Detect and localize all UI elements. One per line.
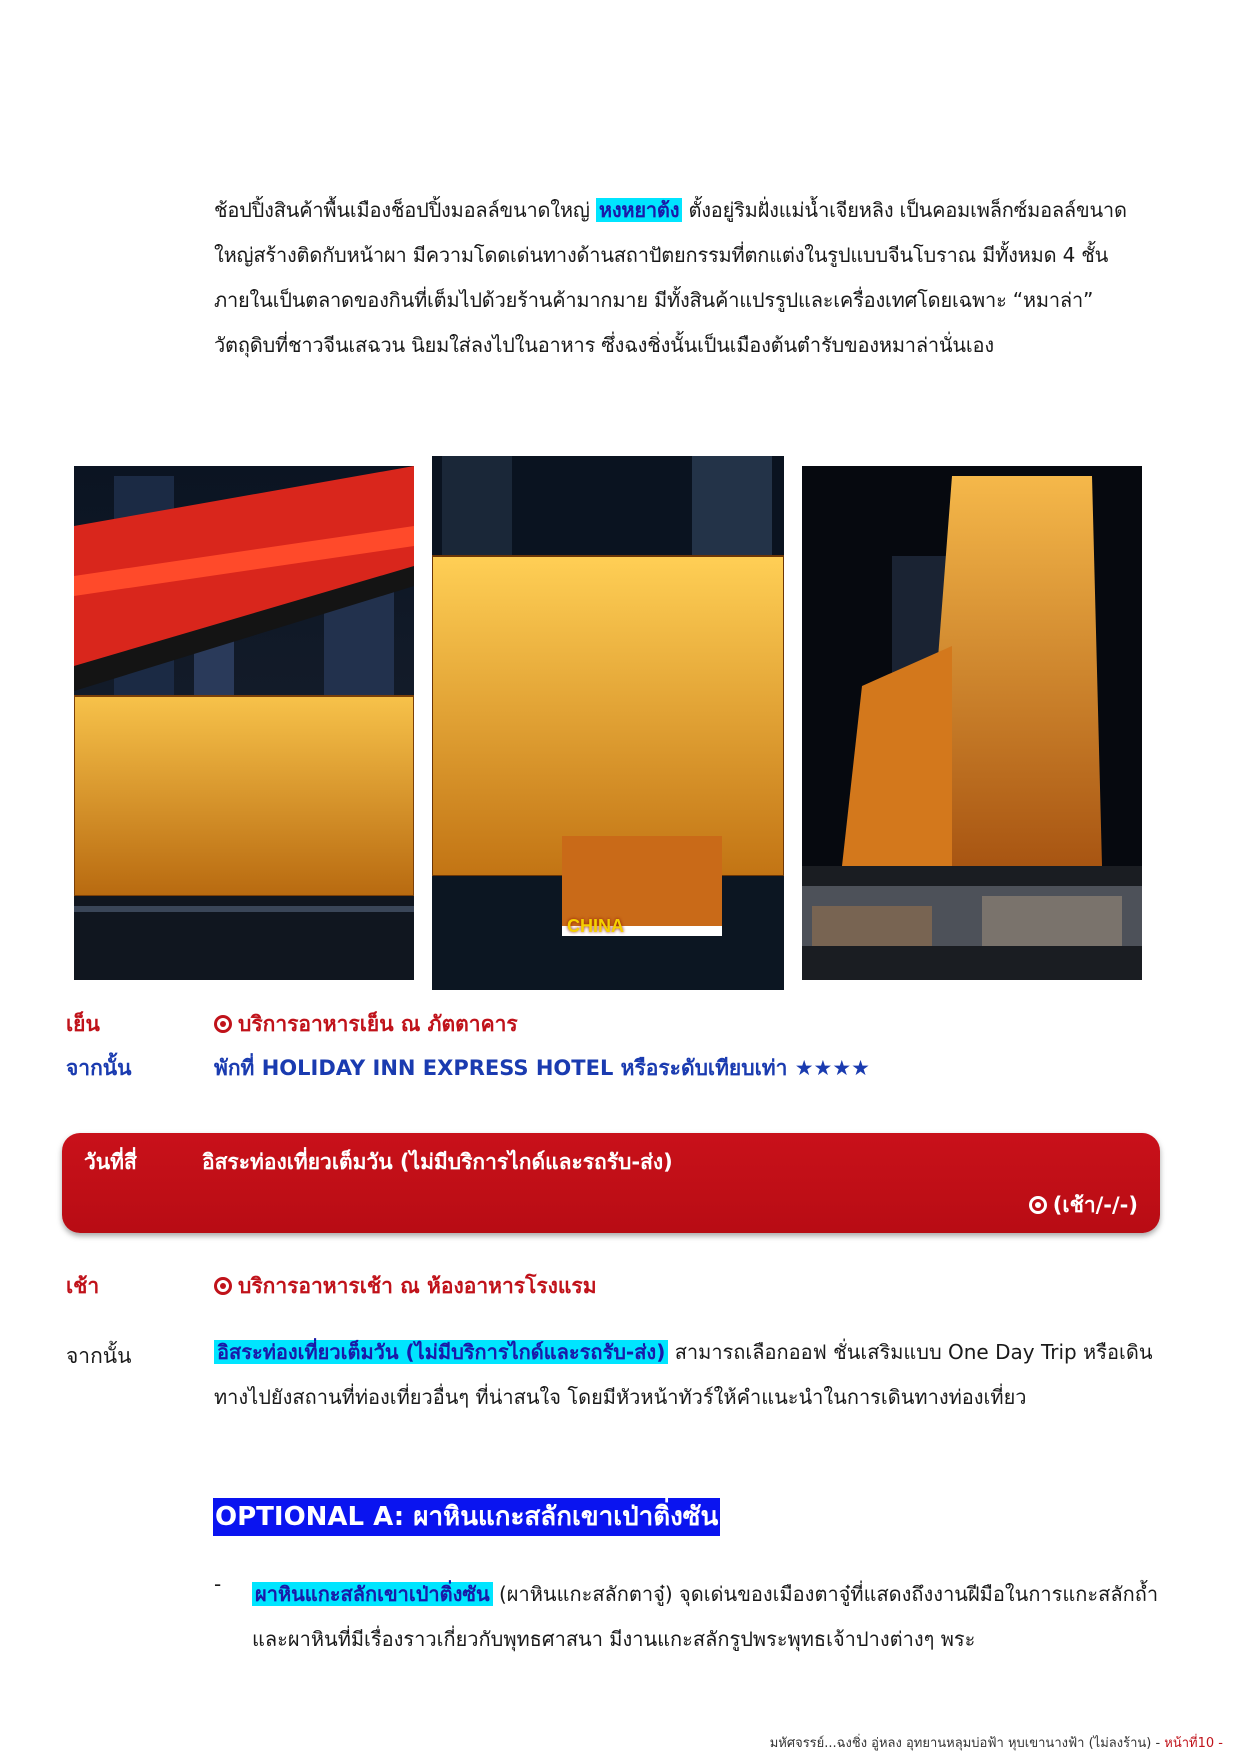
morning-meal-row	[214, 1270, 597, 1303]
photo-hongyadong-bridge	[74, 466, 414, 980]
evening-label: เย็น	[66, 1012, 100, 1036]
free-day-text: สามารถเลือกออฟ ชั่นเสริมแบบ One Day Trip หรือเดินทางไปยังสถานที่ท่องเที่ยวอื่นๆ ที่น่าสนใจ โดยมีหัวหน้าทัวร์ให้คำแนะนำในการเดินทางท่องเที่ยว	[214, 1340, 1153, 1409]
china-watermark: CHINA	[567, 916, 624, 936]
intro-text-pre: ช้อปปิ้งสินค้าพื้นเมืองช็อปปิ้งมอลล์ขนาดใหญ่	[214, 198, 596, 222]
day-title: อิสระท่องเที่ยวเต็มวัน (ไม่มีบริการไกด์และรถรับ-ส่ง)	[202, 1150, 673, 1174]
day-header-band	[62, 1133, 1160, 1233]
footer-text: มหัศจรรย์...ฉงชิ่ง อู่หลง อุทยานหลุมบ่อฟ้า หุบเขานางฟ้า (ไม่ลงร้าน) -	[769, 1736, 1165, 1751]
free-day-paragraph	[214, 1330, 1154, 1420]
bullet-dash: -	[214, 1572, 222, 1596]
evening-meal-text: บริการอาหารเย็น ณ ภัตตาคาร	[238, 1012, 518, 1036]
optional-a-title: OPTIONAL A: ผาหินแกะสลักเขาเป่าติ่งซัน	[213, 1498, 720, 1536]
baodingshan-highlight: ผาหินแกะสลักเขาเป่าติ่งซัน	[252, 1582, 493, 1606]
photo-hongyadong-tower	[802, 466, 1142, 980]
baodingshan-paragraph	[252, 1572, 1162, 1662]
baodingshan-text: (ผาหินแกะสลักตาจู๋) จุดเด่นของเมืองตาจู๋ที่แสดงถึงงานฝีมือในการแกะสลักถ้ำ และผาหินที่มีเรื่องราวเกี่ยวกับพุทธศาสนา มีงานแกะสลักรูปพระพุทธเจ้าปางต่างๆ พระ	[252, 1582, 1159, 1651]
page-footer	[770, 1732, 1223, 1753]
intro-text-post: ตั้งอยู่ริมฝั่งแม่น้ำเจียหลิง เป็นคอมเพล็กซ์มอลล์ขนาดใหญ่สร้างติดกับหน้าผา มีความโดดเด่นทางด้านสถาปัตยกรรมที่ตกแต่งในรูปแบบจีนโบราณ มีทั้งหมด 4 ชั้น ภายในเป็นตลาดของกินที่เต็มไปด้วยร้านค้ามากมาย มีทั้งสินค้าแปรรูปและเครื่องเทศโดยเฉพาะ “หมาล่า” วัตถุดิบที่ชาวจีนเสฉวน นิยมใส่ลงไปในอาหาร ซึ่งฉงชิ่งนั้นเป็นเมืองต้นตำรับของหมาล่านั่นเอง	[214, 198, 1127, 357]
day-meals	[1029, 1189, 1138, 1222]
then-hotel-label: จากนั้น	[66, 1056, 132, 1080]
hongyadong-highlight: หงหยาต้ง	[596, 198, 682, 222]
free-day-highlight: อิสระท่องเที่ยวเต็มวัน (ไม่มีบริการไกด์และรถรับ-ส่ง)	[214, 1340, 668, 1364]
morning-label: เช้า	[66, 1274, 100, 1298]
day-label: วันที่สี่	[84, 1150, 137, 1174]
page-number: หน้าที่10 -	[1164, 1736, 1223, 1751]
intro-paragraph	[214, 188, 1154, 368]
meal-icon	[1029, 1196, 1047, 1214]
hotel-text: พักที่ HOLIDAY INN EXPRESS HOTEL หรือระดับเทียบเท่า ★★★★	[214, 1056, 870, 1080]
dinner-icon	[214, 1015, 232, 1033]
then-free-label: จากนั้น	[66, 1344, 132, 1368]
evening-meal-row	[214, 1008, 518, 1041]
day-meals-text: (เช้า/-/-)	[1052, 1193, 1138, 1217]
photo-hongyadong-night	[432, 456, 784, 990]
breakfast-icon	[214, 1277, 232, 1295]
morning-meal-text: บริการอาหารเช้า ณ ห้องอาหารโรงแรม	[238, 1274, 597, 1298]
